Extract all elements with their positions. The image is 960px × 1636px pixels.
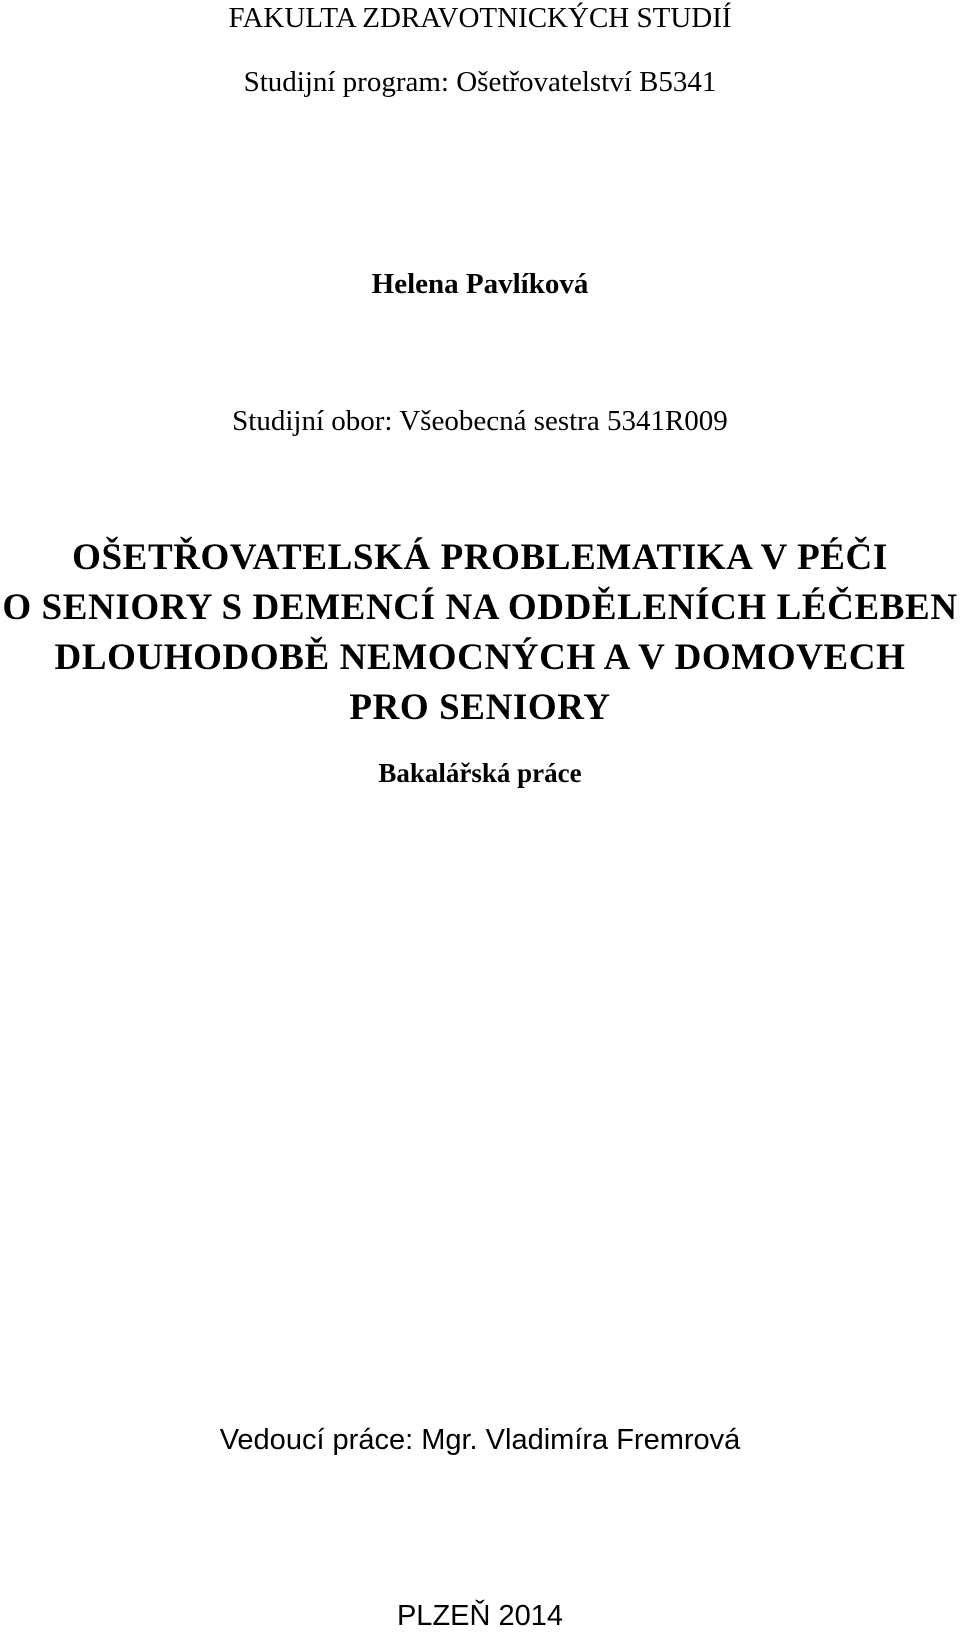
study-program: Studijní program: Ošetřovatelství B5341 [243, 66, 717, 98]
study-field: Studijní obor: Všeobecná sestra 5341R009 [232, 405, 728, 437]
thesis-title-line: DLOUHODOBĚ NEMOCNÝCH A V DOMOVECH [54, 637, 906, 678]
thesis-title-line: PRO SENIORY [349, 687, 611, 728]
place-and-year: PLZEŇ 2014 [396, 1600, 564, 1632]
faculty-name: FAKULTA ZDRAVOTNICKÝCH STUDIÍ [228, 2, 732, 34]
thesis-title-line: O SENIORY S DEMENCÍ NA ODDĚLENÍCH LÉČEBEN [2, 587, 958, 628]
author-name: Helena Pavlíková [371, 268, 589, 300]
thesis-type: Bakalářská práce [378, 758, 582, 788]
thesis-title-line: OŠETŘOVATELSKÁ PROBLEMATIKA V PÉČI [72, 537, 888, 578]
supervisor: Vedoucí práce: Mgr. Vladimíra Fremrová [219, 1424, 741, 1456]
